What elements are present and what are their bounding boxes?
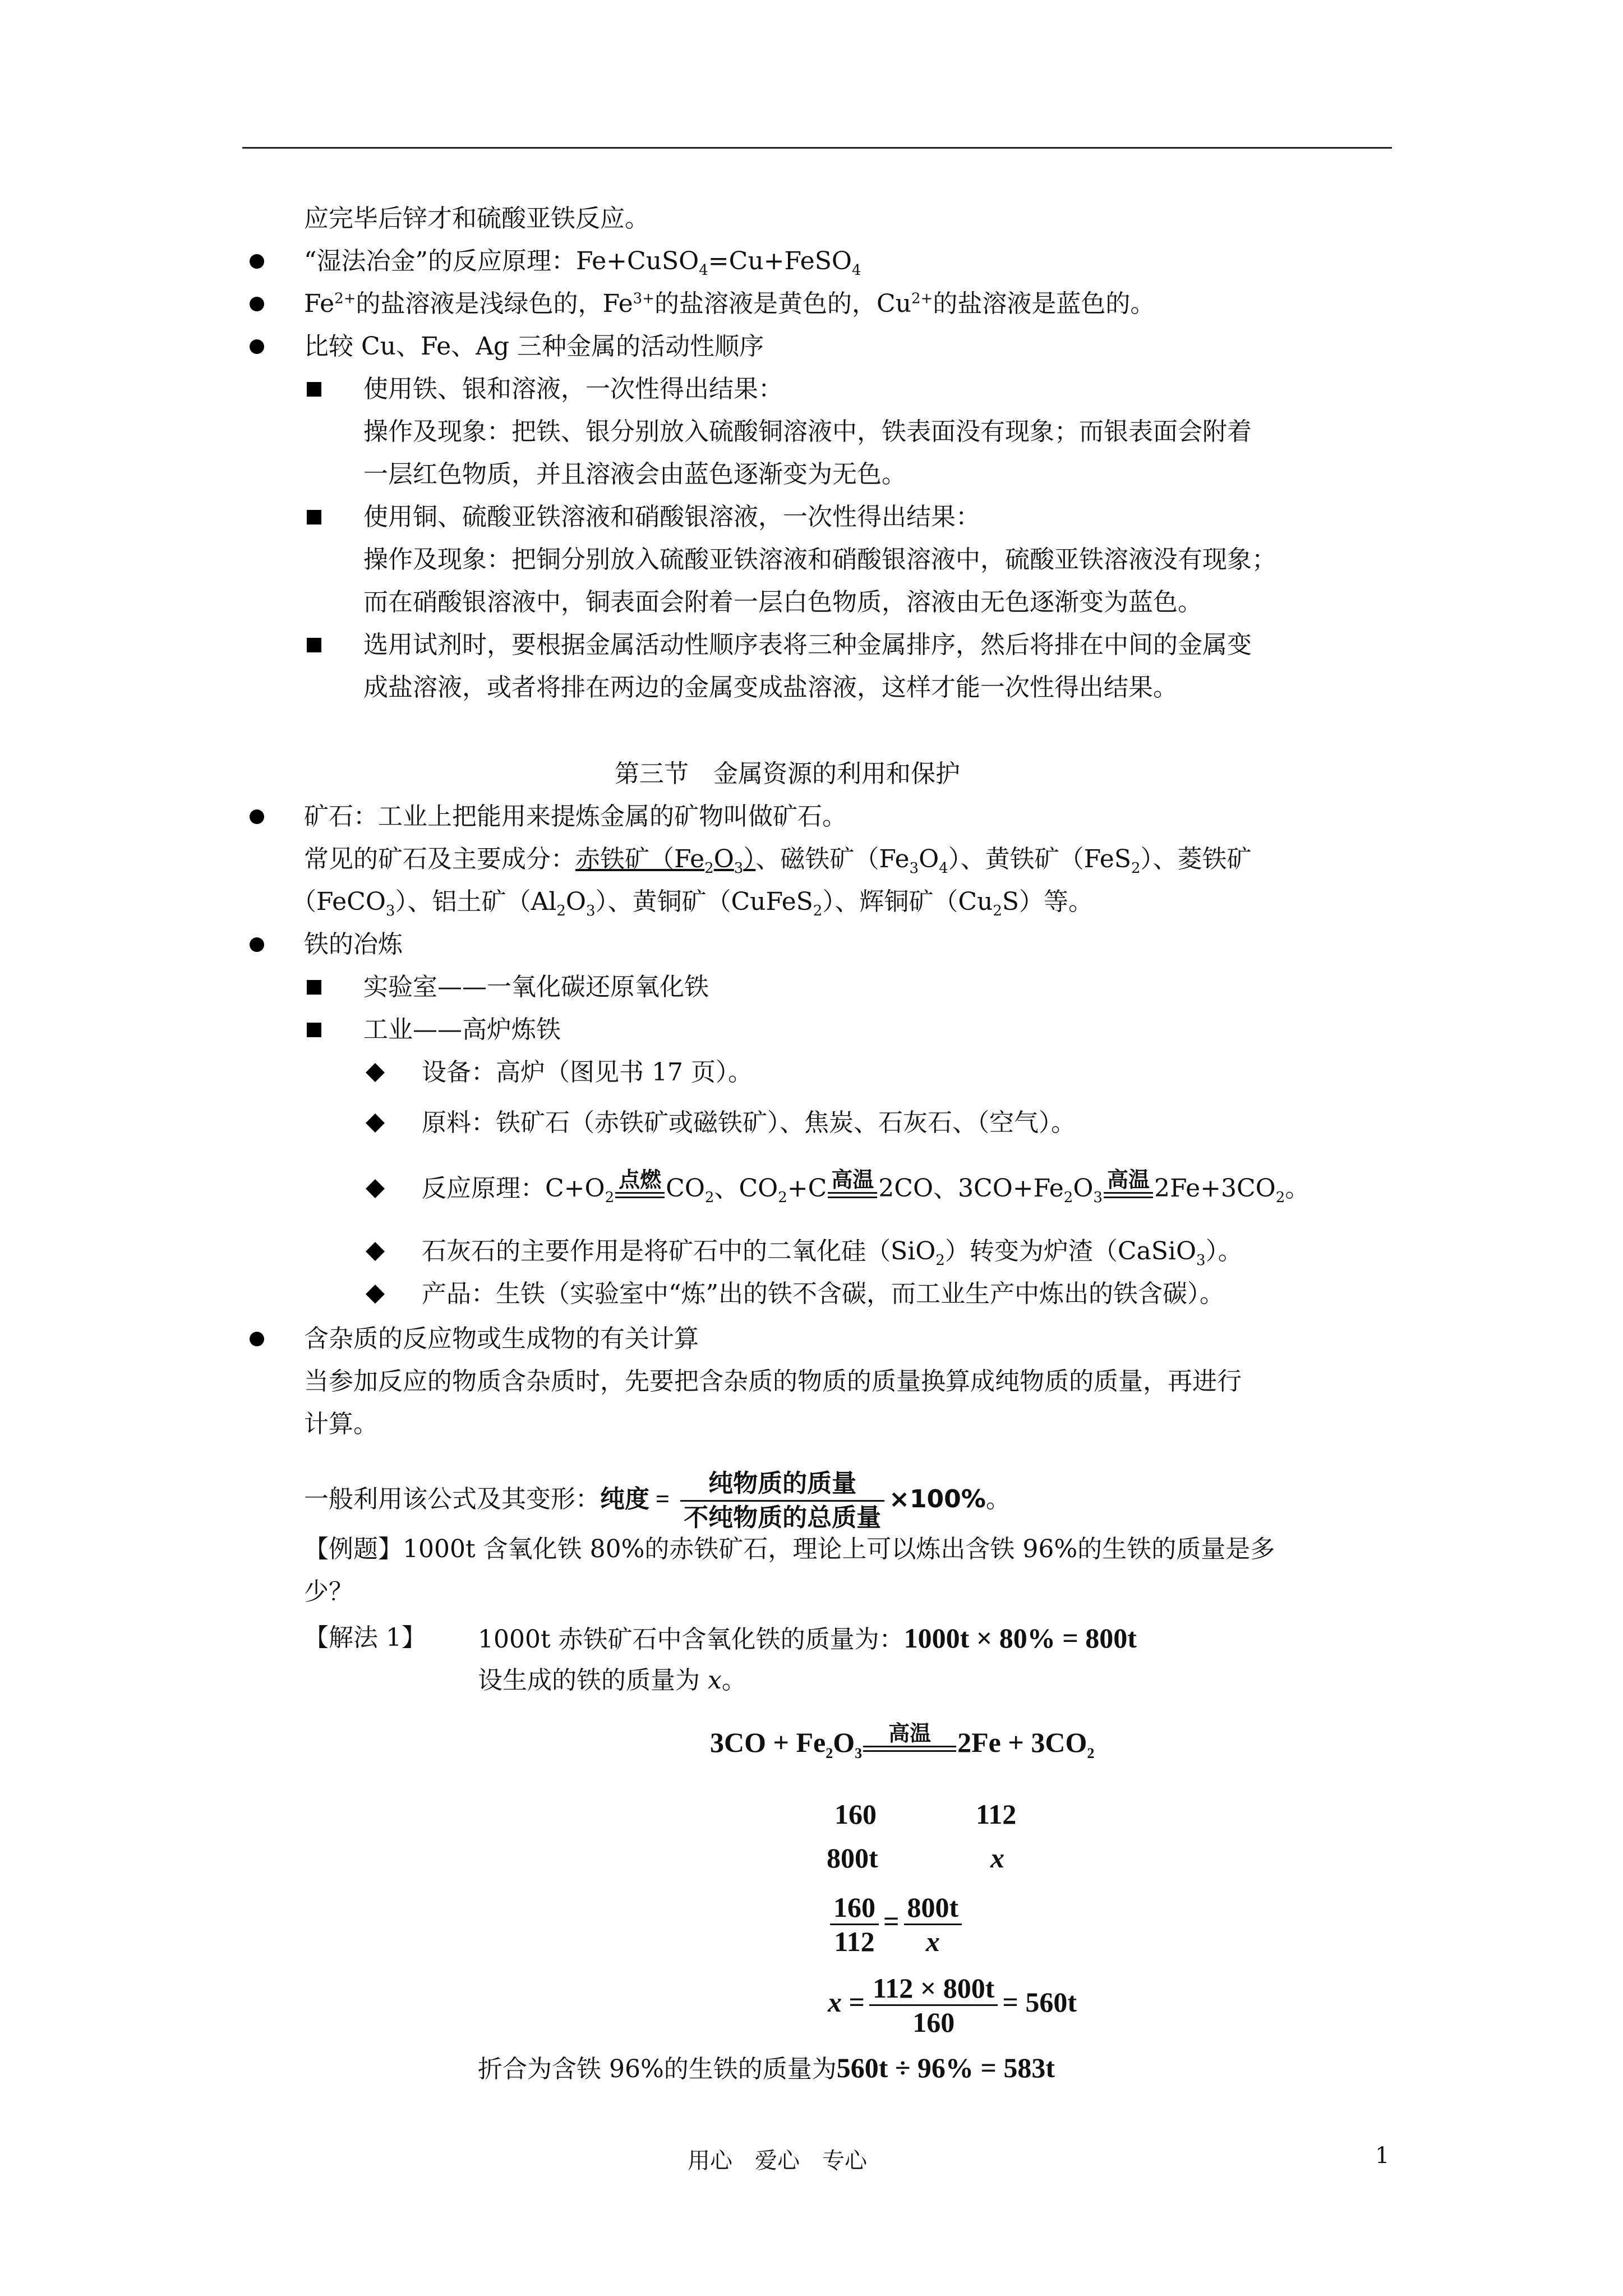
bullet-dot (250, 1332, 264, 1346)
purity-fraction: $\frac{\text{纯物质的质量}}{\text{不纯物质的总质量}}$ (680, 1467, 884, 1534)
condition-high-temp: 高温 (862, 1726, 957, 1759)
limestone-role-line: 石灰石的主要作用是将矿石中的二氧化硅（SiO$_2$）转变为炉渣（CaSiO$_3$）。 (422, 1237, 1243, 1269)
reagent-tip-line1: 选用试剂时，要根据金属活动性顺序表将三种金属排序，然后将排在中间的金属变 (363, 631, 1252, 659)
bullet-square (307, 638, 321, 652)
bullet-diamond (366, 1285, 385, 1304)
reagent-tip-line2: 成盐溶液，或者将排在两边的金属变成盐溶液，这样才能一次性得出结果。 (363, 673, 1178, 702)
header-rule (242, 147, 1392, 149)
bullet-dot (250, 254, 264, 269)
final-answer: 折合为含铁 96%的生铁的质量为560t ÷ 96% = 583t (478, 2052, 1055, 2083)
bullet-dot (250, 339, 264, 354)
bullet-diamond (366, 1114, 385, 1133)
condition-high-temp: 高温 (827, 1172, 878, 1205)
raw-materials-line: 原料：铁矿石（赤铁矿或磁铁矿）、焦炭、石灰石、（空气）。 (422, 1108, 1076, 1137)
molar-mass-fe2o3: 160 (834, 1798, 877, 1830)
ore-definition: 矿石：工业上把能用来提炼金属的矿物叫做矿石。 (304, 802, 847, 831)
bullet-square (307, 382, 321, 397)
product-line: 产品：生铁（实验室中“炼”出的铁不含碳，而工业生产中炼出的铁含碳）。 (422, 1280, 1224, 1308)
smelting-lab: 实验室——一氧化碳还原氧化铁 (363, 973, 709, 1001)
solution-step1: 1000t 赤铁矿石中含氧化铁的质量为：1000t × 80% = 800t (478, 1622, 1137, 1654)
bullet-diamond (366, 1242, 385, 1261)
bullet-square (307, 1023, 321, 1037)
mass-fe-unknown: x (990, 1842, 1004, 1874)
solve-equation: x = $\frac{112 \times 800t}{160}$ = 560t (828, 1972, 1077, 2039)
bullet-diamond (366, 1063, 385, 1082)
smelting-industry: 工业——高炉炼铁 (363, 1015, 561, 1044)
example-question-line1: 【例题】1000t 含氧化铁 80%的赤铁矿石，理论上可以炼出含铁 96%的生铁的质量是多 (304, 1535, 1275, 1563)
section-title: 第三节 金属资源的利用和保护 (615, 760, 960, 788)
method2-line2: 而在硝酸银溶液中，铜表面会附着一层白色物质，溶液由无色逐渐变为蓝色。 (363, 588, 1202, 616)
example-question-line2: 少？ (304, 1577, 353, 1606)
iron-smelting-title: 铁的冶炼 (304, 930, 403, 959)
bullet-compare-activity: 比较 Cu、Fe、Ag 三种金属的活动性顺序 (304, 332, 764, 361)
purity-formula: 一般利用该公式及其变形：纯度 = $\frac{\text{纯物质的质量}}{\text{不纯物质的总质量}}$ ×100%。 (304, 1463, 1011, 1536)
ore-list-line1: 常见的矿石及主要成分：赤铁矿$(Fe_2O_3)$、磁铁矿$(Fe_3O_4)$、黄铁矿（FeS$_2$）、菱铁矿 (304, 845, 1252, 877)
method1-title: 使用铁、银和溶液，一次性得出结果： (363, 375, 783, 403)
method2-title: 使用铜、硫酸亚铁溶液和硝酸银溶液，一次性得出结果： (363, 503, 980, 531)
reaction-equation: $3CO + Fe_2O_3$ 高温 $2Fe + 3CO_2$ (710, 1721, 1095, 1761)
method1-line1: 操作及现象：把铁、银分别放入硫酸铜溶液中，铁表面没有现象；而银表面会附着 (363, 417, 1252, 446)
impurity-calc-para2: 计算。 (304, 1410, 378, 1438)
mass-fe2o3: 800t (827, 1842, 878, 1874)
equipment-line: 设备：高炉（图见书 17 页）。 (422, 1058, 753, 1087)
molar-mass-fe: 112 (976, 1798, 1017, 1830)
bullet-diamond (366, 1179, 385, 1198)
bullet-square (307, 980, 321, 995)
footer-motto: 用心 爱心 专心 (688, 2148, 867, 2174)
condition-high-temp: 高温 (1103, 1172, 1154, 1205)
solution-step2: 设生成的铁的质量为 x。 (478, 1666, 746, 1695)
bullet-dot (250, 937, 264, 952)
condition-ignite: 点燃 (614, 1172, 666, 1205)
impurity-calc-title: 含杂质的反应物或生成物的有关计算 (304, 1324, 699, 1353)
bullet-square (307, 510, 321, 524)
paragraph-continuation: 应完毕后锌才和硫酸亚铁反应。 (304, 204, 649, 233)
bullet-ion-colors: $Fe^{2+}$的盐溶液是浅绿色的，$Fe^{3+}$的盐溶液是黄色的，$Cu^{2+}$的盐溶液是蓝色的。 (304, 289, 1155, 318)
method1-line2: 一层红色物质，并且溶液会由蓝色逐渐变为无色。 (363, 460, 906, 489)
ore-list-line2: （FeCO$_3$）、铝土矿$(Al_2O_3)$、黄铜矿（CuFeS$_2$）、辉铜矿$(Cu_2S)$等。 (292, 887, 1094, 919)
solution-label: 【解法 1】 (304, 1623, 426, 1652)
reaction-principle-line: 反应原理：$C+O_2$ 点燃 $CO_2$、$CO_2+C$ 高温 2CO、$3CO+Fe_2O_3$ 高温 $2Fe+3CO_2$。 (422, 1167, 1310, 1206)
impurity-calc-para1: 当参加反应的物质含杂质时，先要把含杂质的物质的质量换算成纯物质的质量，再进行 (304, 1367, 1242, 1396)
page-number: 1 (1375, 2143, 1390, 2169)
proportion-equation: $\frac{160}{112}$ = $\frac{800t}{x}$ (826, 1885, 966, 1958)
method2-line1: 操作及现象：把铜分别放入硫酸亚铁溶液和硝酸银溶液中，硫酸亚铁溶液没有现象； (363, 545, 1276, 574)
bullet-dot (250, 297, 264, 311)
bullet-wet-metallurgy: “湿法冶金”的反应原理：Fe+CuSO$_4$=Cu+FeSO$_4$ (304, 247, 861, 279)
bullet-dot (250, 809, 264, 824)
